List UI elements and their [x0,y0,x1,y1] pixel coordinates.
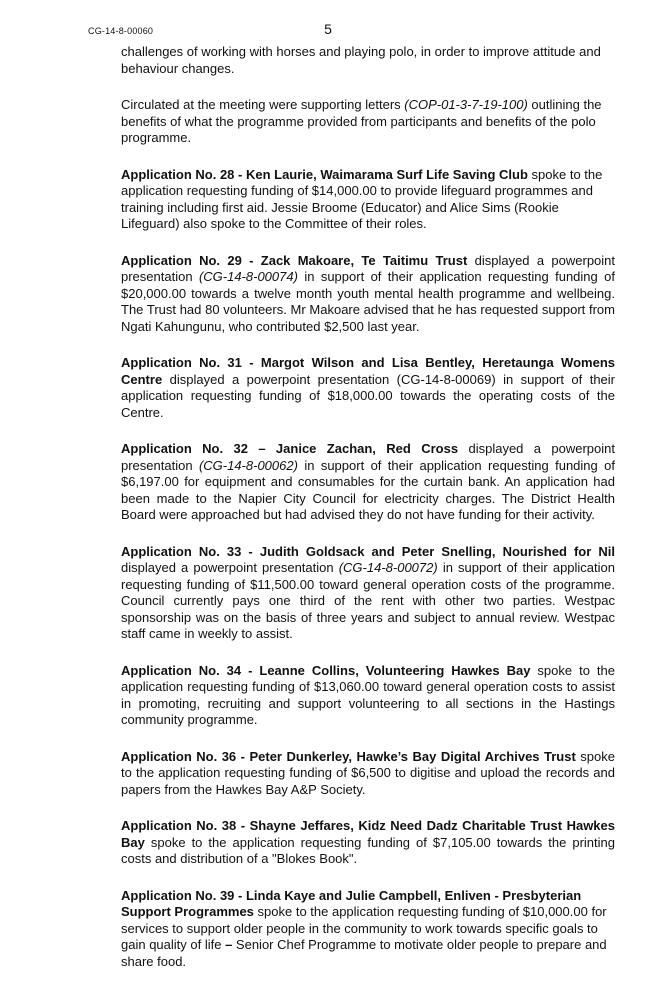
document-reference: (COP-01-3-7-19-100) [404,97,528,112]
application-heading: Application No. 28 - Ken Laurie, Waimarama Surf Life Saving Club [121,166,528,182]
body-text: Senior Chef Programme to motivate older people to prepare and share food. [121,937,607,969]
page-number: 5 [324,21,332,37]
paragraph [121,355,615,421]
body-text: displayed a powerpoint presentation [121,560,339,575]
body-text: displayed a powerpoint presentation (CG-14-8-00069) in support of their application requesting funding of $18,000.00 towards the operating costs of the Centre. [121,371,615,420]
body-text: in support of their application requesting funding of $20,000.00 towards a twelve month youth mental health programme and wellbeing. The Trust had 80 volunteers. Mr Makoare advised that he has requested support from Ngati Kahungunu, who contributed $2,500 last year. [121,269,615,334]
application-heading: Application No. 32 – Janice Zachan, Red Cross [121,441,459,456]
body-text: displayed a powerpoint presentation [121,252,616,284]
paragraph [121,818,615,868]
application-heading: Application No. 36 - Peter Dunkerley, Hawke’s Bay Digital Archives Trust [121,748,576,764]
paragraph [121,253,615,336]
application-heading: – [225,937,233,952]
document-reference: (CG-14-8-00074) [198,269,298,284]
body-text: in support of their application requesting funding of $6,197.00 for equipment and consumables for the curtain bank. An application had been made to the Napier City Council for electricity charges. The District Health Board were approached but had advised they do not have funding for their activity. [121,457,615,522]
application-heading: Application No. 34 - Leanne Collins, Volunteering Hawkes Bay [121,662,531,678]
paragraph [121,97,615,147]
paragraph [121,749,615,799]
application-heading: Application No. 39 - Linda Kaye and Julie Campbell, Enliven - Presbyterian Support Programmes [121,887,582,919]
paragraph [121,544,615,643]
paragraph [121,888,615,971]
document-body [121,44,615,990]
paragraph [121,44,615,77]
application-heading: Application No. 29 - Zack Makoare, Te Taitimu Trust [121,252,468,268]
document-reference: (CG-14-8-00062) [198,457,298,473]
application-heading: Application No. 31 - Margot Wilson and Lisa Bentley, Heretaunga Womens Centre [121,355,615,387]
body-text: spoke to the application requesting funding of $14,000.00 to provide lifeguard programmes and training including first aid. Jessie Broome (Educator) and Alice Sims (Rookie Lifeguard) also spoke to the Committee of their roles. [121,166,603,231]
body-text: spoke to the application requesting funding of $6,500 to digitise and upload the records and papers from the Hawkes Bay A&P Society. [121,748,615,797]
paragraph [121,663,615,729]
application-heading: Application No. 38 - Shayne Jeffares, Kidz Need Dadz Charitable Trust Hawkes Bay [121,818,615,850]
body-text: spoke to the application requesting funding of $10,000.00 for services to support older people in the community to work towards specific goals to gain quality of life [121,904,607,952]
document-code: CG-14-8-00060 [88,26,154,36]
body-text: spoke to the application requesting funding of $13,060.00 toward general operation costs to assist in promoting, recruiting and support volunteering to all sections in the Hastings community programme. [121,662,615,727]
application-heading: Application No. 33 - Judith Goldsack and Peter Snelling, Nourished for Nil [121,543,615,559]
paragraph [121,167,615,233]
body-text: displayed a powerpoint presentation [121,441,615,473]
paragraph [121,441,615,524]
body-text: challenges of working with horses and playing polo, in order to improve attitude and behaviour changes. [121,44,601,76]
document-reference: (CG-14-8-00072) [338,560,438,575]
body-text: in support of their application requesting funding of $11,500.00 toward general operation costs of the programme. Council currently pays one third of the rent with other two parties. Westpac sponsorship was on the basis of three years and subject to annual review. Westpac staff came in weekly to assist. [121,560,615,641]
body-text: outlining the benefits of what the programme provided from participants and benefits of the polo programme. [121,97,602,145]
body-text: spoke to the application requesting funding of $7,105.00 towards the printing costs and distribution of a "Blokes Book". [121,834,615,866]
body-text: Circulated at the meeting were supporting letters [121,97,405,112]
